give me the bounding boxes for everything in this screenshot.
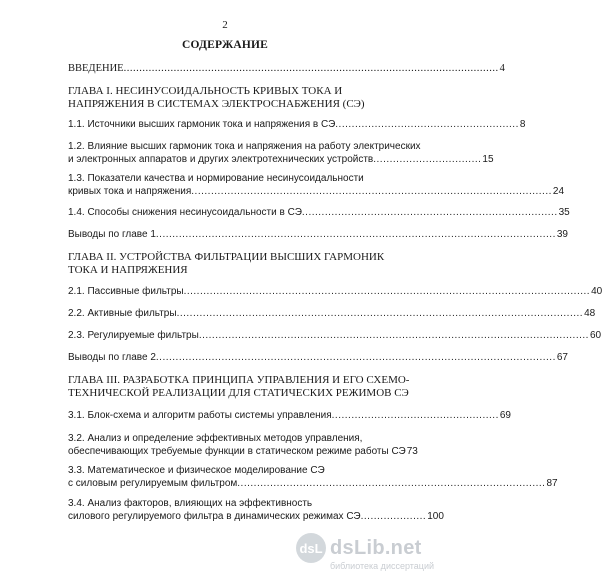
toc-page-number: 40 — [591, 286, 602, 297]
toc-entry-text: Выводы по главе 1 — [68, 229, 156, 240]
toc-entry-text: 1.4. Способы снижения несинусоидальности в СЭ — [68, 207, 302, 218]
toc-page-number: 67 — [556, 352, 568, 363]
toc-entry-text: и электронных аппаратов и других электротехнических устройств — [68, 154, 374, 165]
toc-entry-3-4[interactable] — [68, 497, 444, 523]
toc-entry-1-1[interactable] — [68, 118, 526, 131]
toc-entry-first-line: 3.2. Анализ и определение эффективных методов управления, — [68, 433, 363, 444]
chapter-heading-line: НАПРЯЖЕНИЯ В СИСТЕМАХ ЭЛЕКТРОСНАБЖЕНИЯ (СЭ) — [68, 97, 365, 110]
chapter-heading-line: ГЛАВА II. УСТРОЙСТВА ФИЛЬТРАЦИИ ВЫСШИХ ГАРМОНИК — [68, 251, 385, 263]
toc-entry-text: 1.1. Источники высших гармоник тока и напряжения в СЭ — [68, 119, 336, 130]
toc-leader-dots: .............................................................................................. — [237, 478, 546, 489]
toc-page-number: 8 — [519, 119, 526, 130]
toc-leader-dots: .............................................................................. — [301, 207, 558, 218]
toc-title: СОДЕРЖАНИЕ — [181, 39, 269, 51]
toc-entry-3-1[interactable] — [68, 409, 511, 422]
toc-entry-conclusions-2[interactable] — [68, 351, 568, 364]
toc-entry-text: 3.1. Блок-схема и алгоритм работы системы управления — [68, 410, 332, 421]
toc-entry-text: ВВЕДЕНИЕ — [68, 63, 124, 74]
toc-entry-first-line: 1.3. Показатели качества и нормирование несинусоидальности — [68, 173, 364, 184]
toc-entry-introduction[interactable] — [68, 62, 505, 75]
toc-page-number: 73 — [406, 446, 418, 457]
toc-page-number: 69 — [499, 410, 511, 421]
toc-entry-first-line: 1.2. Влияние высших гармоник тока и напряжения на работу электрических — [68, 141, 421, 152]
chapter-1-heading — [68, 85, 400, 110]
watermark-subtitle: библиотека диссертаций — [330, 561, 435, 571]
watermark-site-name: dsLib.net — [330, 536, 422, 559]
toc-leader-dots: .................... — [360, 511, 427, 522]
toc-page-number: 4 — [499, 63, 505, 74]
toc-entry-2-2[interactable] — [68, 307, 596, 320]
toc-entry-text: 2.1. Пассивные фильтры — [68, 286, 184, 297]
toc-entry-text: силового регулируемого фильтра в динамических режимах СЭ — [68, 511, 361, 522]
toc-leader-dots: ............................................................................................................................ — [176, 308, 584, 319]
toc-entry-text: обеспечивающих требуемые функции в статическом режиме работы СЭ — [68, 446, 406, 457]
toc-entry-text: 2.2. Активные фильтры — [68, 308, 177, 319]
toc-entry-2-1[interactable] — [68, 285, 602, 298]
toc-page-number: 15 — [482, 154, 494, 165]
chapter-2-heading — [68, 251, 400, 276]
toc-leader-dots: ........................................................................................................................ — [123, 63, 499, 74]
toc-entry-text: Выводы по главе 2 — [68, 352, 156, 363]
toc-leader-dots: ............................................................................................................................ — [183, 286, 591, 297]
toc-entry-first-line: 3.4. Анализ факторов, влияющих на эффективность — [68, 498, 313, 509]
toc-page-number: 100 — [427, 511, 444, 522]
toc-leader-dots: .......................................................................................................................... — [155, 352, 556, 363]
toc-entry-text: кривых тока и напряжения — [68, 186, 192, 197]
chapter-heading-line: ТЕХНИЧЕСКОЙ РЕАЛИЗАЦИИ ДЛЯ СТАТИЧЕСКИХ РЕЖИМОВ СЭ — [68, 386, 409, 399]
toc-page-number: 48 — [584, 308, 596, 319]
chapter-heading-line: ТОКА И НАПРЯЖЕНИЯ — [68, 263, 188, 276]
toc-leader-dots: ........................................................ — [335, 119, 519, 130]
toc-entry-1-3[interactable] — [68, 172, 565, 198]
toc-entry-1-4[interactable] — [68, 206, 570, 219]
toc-entry-3-2[interactable] — [68, 432, 418, 458]
toc-page-number: 87 — [546, 478, 558, 489]
chapter-heading-line: ГЛАВА III. РАЗРАБОТКА ПРИНЦИПА УПРАВЛЕНИЯ И ЕГО СХЕМО- — [68, 374, 410, 386]
toc-entry-3-3[interactable] — [68, 464, 558, 490]
toc-entry-2-3[interactable] — [68, 329, 602, 342]
dslib-watermark — [296, 533, 446, 577]
toc-entry-conclusions-1[interactable] — [68, 228, 568, 241]
toc-leader-dots: ....................................................................................................................... — [198, 330, 589, 341]
toc-leader-dots: .......................................................................................................................... — [155, 229, 556, 240]
toc-leader-dots: ................................. — [373, 154, 482, 165]
toc-page-number: 39 — [556, 229, 568, 240]
toc-page-number: 24 — [552, 186, 565, 197]
toc-entry-1-2[interactable] — [68, 140, 494, 166]
chapter-heading-line: ГЛАВА I. НЕСИНУСОИДАЛЬНОСТЬ КРИВЫХ ТОКА И — [68, 85, 343, 97]
toc-leader-dots: ................................................... — [331, 410, 499, 421]
page-number: 2 — [222, 19, 228, 31]
toc-page-number: 60 — [589, 330, 602, 341]
toc-leader-dots: .............................................................................................................. — [191, 186, 552, 197]
toc-entry-text: с силовым регулируемым фильтром — [68, 478, 238, 489]
chapter-3-heading — [68, 374, 410, 399]
toc-page-number: 35 — [558, 207, 570, 218]
dslib-logo-icon: dsL — [296, 533, 326, 563]
toc-entry-text: 2.3. Регулируемые фильтры — [68, 330, 199, 341]
toc-entry-first-line: 3.3. Математическое и физическое моделирование СЭ — [68, 465, 325, 476]
